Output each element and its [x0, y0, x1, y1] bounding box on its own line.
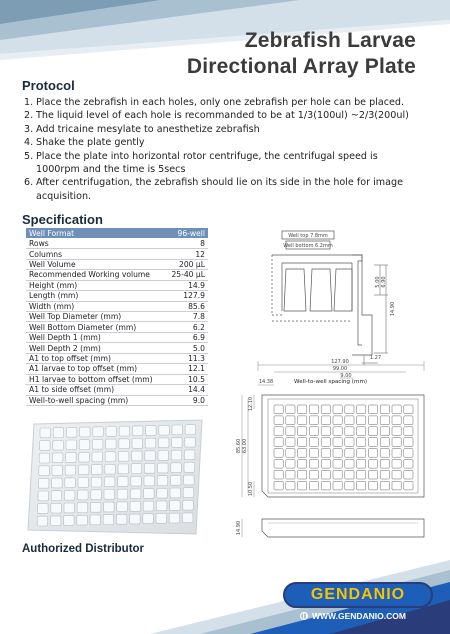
well [309, 470, 318, 479]
well [392, 449, 401, 458]
well [368, 460, 377, 469]
well [274, 416, 283, 425]
total-height-label: 14.90 [390, 301, 396, 317]
photo-well [104, 490, 115, 500]
depth-2-label: 5.00 [375, 276, 381, 288]
table-row: Well Bottom Diameter (mm) 6.2 [26, 322, 208, 332]
length-inner-label: 99.00 [332, 366, 348, 372]
well [321, 405, 330, 414]
photo-well [117, 489, 128, 499]
photo-well [104, 477, 115, 487]
photo-well [37, 516, 48, 526]
photo-well [66, 453, 77, 463]
photo-well [169, 513, 180, 523]
photo-well [130, 502, 141, 512]
well [392, 438, 401, 447]
table-row: A1 larvae to top offset (mm) 12.1 [26, 364, 208, 374]
photo-well [170, 475, 181, 485]
photo-well [79, 440, 90, 450]
well [309, 481, 318, 490]
well [274, 438, 283, 447]
logo-text: GENDANIO [310, 586, 406, 603]
photo-well [64, 503, 75, 513]
photo-well [144, 489, 155, 499]
well [321, 427, 330, 436]
well [286, 449, 295, 458]
well [357, 460, 366, 469]
well [368, 427, 377, 436]
specification-heading: Specification [22, 212, 103, 227]
well [298, 481, 307, 490]
table-row: Height (mm) 14.9 [26, 280, 208, 290]
photo-well [103, 515, 114, 525]
photo-well [40, 441, 51, 451]
well-cross-section [272, 231, 388, 365]
table-row: Well Top Diameter (mm) 7.8 [26, 312, 208, 322]
photo-well [184, 475, 195, 485]
photo-well [156, 514, 167, 524]
well [274, 405, 283, 414]
well [392, 481, 401, 490]
photo-well [157, 476, 168, 486]
spacing-caption: Well-to-well spacing (mm) [294, 379, 368, 385]
photo-well [64, 516, 75, 526]
well [380, 438, 389, 447]
photo-well [93, 427, 104, 437]
photo-well [65, 478, 76, 488]
photo-well [170, 501, 181, 511]
well [309, 460, 318, 469]
photo-well [172, 438, 183, 448]
well [333, 460, 342, 469]
photo-well [185, 437, 196, 447]
well [404, 470, 413, 479]
well [321, 481, 330, 490]
table-row: Columns 12 [26, 249, 208, 259]
well [298, 470, 307, 479]
photo-well [39, 466, 50, 476]
well [298, 460, 307, 469]
photo-well [182, 513, 193, 523]
photo-well [79, 452, 90, 462]
well [392, 470, 401, 479]
well [380, 416, 389, 425]
protocol-step: 5. Place the plate into horizontal rotor centrifuge, the centrifugal speed is 1000rpm and the time is 5secs [24, 150, 378, 176]
photo-well [66, 427, 77, 437]
photo-well [130, 514, 141, 524]
photo-well [156, 501, 167, 511]
photo-well [131, 464, 142, 474]
photo-well [132, 439, 143, 449]
well [357, 416, 366, 425]
protocol-heading: Protocol [22, 78, 75, 93]
page-title [187, 28, 416, 80]
website-text: WWW.GENDANIO.COM [312, 611, 406, 621]
well [333, 470, 342, 479]
table-row: Well Depth 2 (mm) 5.0 [26, 343, 208, 353]
photo-well [52, 478, 63, 488]
well [404, 416, 413, 425]
well [345, 460, 354, 469]
photo-well [38, 504, 49, 514]
table-row: Length (mm) 127.9 [26, 291, 208, 301]
well [392, 460, 401, 469]
table-row: Rows 8 [26, 238, 208, 248]
photo-well [119, 439, 130, 449]
well [380, 481, 389, 490]
well [333, 427, 342, 436]
photo-well [78, 478, 89, 488]
well [321, 470, 330, 479]
well [368, 449, 377, 458]
well [392, 427, 401, 436]
photo-well [145, 438, 156, 448]
well [380, 405, 389, 414]
well [298, 416, 307, 425]
photo-well [90, 502, 101, 512]
technical-drawing [212, 225, 438, 550]
photo-well [117, 502, 128, 512]
table-row: Recommended Working volume 25-40 µL [26, 270, 208, 280]
table-row: H1 larvae to bottom offset (mm) 10.5 [26, 374, 208, 384]
distributor-heading: Authorized Distributor [22, 543, 145, 555]
photo-well [106, 427, 117, 437]
well [321, 449, 330, 458]
plate-width-label: 85.60 [236, 438, 242, 454]
photo-well [80, 427, 91, 437]
well [298, 438, 307, 447]
photo-well [143, 501, 154, 511]
well [357, 427, 366, 436]
photo-well [105, 464, 116, 474]
table-row: A1 to side offset (mm) 14.4 [26, 385, 208, 395]
well [309, 405, 318, 414]
well [309, 416, 318, 425]
photo-well [38, 478, 49, 488]
photo-well [172, 425, 183, 435]
photo-well [51, 503, 62, 513]
photo-well [146, 426, 157, 436]
top-offset-label: 12.10 [248, 396, 254, 412]
specification-table [26, 228, 208, 406]
well [298, 449, 307, 458]
photo-well [183, 488, 194, 498]
well [357, 405, 366, 414]
photo-well [131, 476, 142, 486]
well [404, 449, 413, 458]
title-line-2: Directional Array Plate [186, 55, 416, 78]
photo-well [106, 439, 117, 449]
photo-well [159, 425, 170, 435]
photo-well [170, 488, 181, 498]
well [368, 416, 377, 425]
side-height-label: 14.90 [236, 520, 242, 536]
well [357, 438, 366, 447]
photo-well [92, 452, 103, 462]
photo-well [66, 440, 77, 450]
well [392, 416, 401, 425]
well [368, 405, 377, 414]
well [321, 460, 330, 469]
spacing-value-label: 9.00 [340, 373, 352, 379]
well [309, 438, 318, 447]
well [274, 470, 283, 479]
plate-side-view [242, 519, 424, 537]
well [345, 438, 354, 447]
well [333, 449, 342, 458]
photo-well [171, 450, 182, 460]
well [404, 460, 413, 469]
well [286, 427, 295, 436]
well [333, 416, 342, 425]
photo-well [144, 476, 155, 486]
photo-well [52, 453, 63, 463]
well-top-label: Well top 7.8mm [288, 233, 328, 239]
photo-well [157, 488, 168, 498]
well [392, 405, 401, 414]
well [345, 405, 354, 414]
plate-photo-image [26, 418, 204, 536]
photo-well [185, 425, 196, 435]
well [286, 481, 295, 490]
well [345, 427, 354, 436]
well [309, 449, 318, 458]
protocol-step: 2. The liquid level of each hole is recommanded to be at 1/3(100ul) ~2/3(200ul) [24, 110, 409, 122]
photo-well [184, 450, 195, 460]
photo-well [143, 514, 154, 524]
well [309, 427, 318, 436]
well [321, 438, 330, 447]
photo-well [119, 426, 130, 436]
photo-well [118, 451, 128, 461]
photo-well [51, 491, 62, 501]
photo-well [171, 463, 182, 473]
well [321, 416, 330, 425]
photo-well [38, 491, 49, 501]
photo-well [130, 489, 141, 499]
bottom-offset-label: 10.50 [248, 481, 254, 497]
protocol-step: 1. Place the zebrafish in each holes, only one zebrafish per hole can be placed. [24, 97, 405, 108]
well [345, 481, 354, 490]
photo-well [53, 440, 64, 450]
photo-well [104, 502, 115, 512]
well [380, 449, 389, 458]
photo-well [118, 464, 129, 474]
table-row: A1 to top offset (mm) 11.3 [26, 353, 208, 363]
photo-well [116, 514, 127, 524]
depth-1-label: 6.90 [381, 276, 387, 288]
photo-well [77, 503, 88, 513]
gendanio-logo [283, 582, 433, 608]
well [286, 405, 295, 414]
protocol-steps [24, 96, 419, 203]
well [404, 405, 413, 414]
protocol-step: 6. After centrifugation, the zebrafish should lie on its side in the hole for image acquisition. [24, 177, 404, 202]
well [286, 438, 295, 447]
photo-well [105, 452, 116, 462]
photo-well [50, 516, 61, 526]
well [274, 481, 283, 490]
photo-well [77, 515, 88, 525]
well [368, 470, 377, 479]
photo-well [132, 451, 143, 461]
globe-icon [300, 612, 308, 620]
well [298, 405, 307, 414]
well [333, 438, 342, 447]
well [357, 449, 366, 458]
table-row: Width (mm) 85.6 [26, 301, 208, 311]
photo-well [91, 477, 102, 487]
photo-well [118, 477, 129, 487]
photo-well [158, 451, 169, 461]
well [380, 460, 389, 469]
well [380, 470, 389, 479]
protocol-step: 4. Shake the plate gently [24, 137, 145, 149]
photo-well [91, 490, 102, 500]
inner-height-label: 63.00 [242, 438, 248, 454]
well [298, 427, 307, 436]
protocol-step: 3. Add tricaine mesylate to anesthetize zebrafish [24, 123, 260, 135]
well [404, 427, 413, 436]
photo-well [78, 465, 89, 475]
well [345, 470, 354, 479]
well [274, 460, 283, 469]
photo-well [158, 438, 169, 448]
well [286, 470, 295, 479]
photo-well [184, 463, 195, 473]
well [345, 416, 354, 425]
length-outer-label: 127.90 [331, 359, 349, 365]
well [333, 481, 342, 490]
well [368, 438, 377, 447]
well [286, 460, 295, 469]
well [274, 449, 283, 458]
well [368, 481, 377, 490]
table-row: Well-to-well spacing (mm) 9.0 [26, 395, 208, 405]
title-line-1: Zebrafish Larvae [244, 29, 416, 52]
well [357, 481, 366, 490]
well [345, 449, 354, 458]
photo-well [53, 428, 64, 438]
photo-well [40, 428, 51, 438]
table-header-row: Well Format 96-well [26, 228, 208, 238]
well [286, 416, 295, 425]
photo-well [90, 515, 101, 525]
photo-well [144, 463, 155, 473]
photo-well [158, 463, 169, 473]
base-label: 1.27 [370, 355, 382, 361]
table-row: Well Depth 1 (mm) 6.9 [26, 332, 208, 342]
photo-well [92, 439, 103, 449]
side-offset-label: 14.38 [258, 379, 274, 385]
well-bottom-label: Well bottom 6.2mm [283, 243, 333, 249]
well [333, 405, 342, 414]
well [404, 481, 413, 490]
well [357, 470, 366, 479]
table-row: Well Volume 200 µL [26, 259, 208, 269]
photo-well [78, 490, 89, 500]
photo-well [52, 466, 63, 476]
well [274, 427, 283, 436]
photo-well [65, 465, 76, 475]
photo-well [145, 451, 156, 461]
well [404, 438, 413, 447]
photo-well [39, 453, 50, 463]
photo-well [92, 465, 103, 475]
photo-well [64, 490, 75, 500]
photo-well [132, 426, 143, 436]
website-link[interactable] [300, 611, 440, 621]
photo-well [183, 500, 194, 510]
well [380, 427, 389, 436]
